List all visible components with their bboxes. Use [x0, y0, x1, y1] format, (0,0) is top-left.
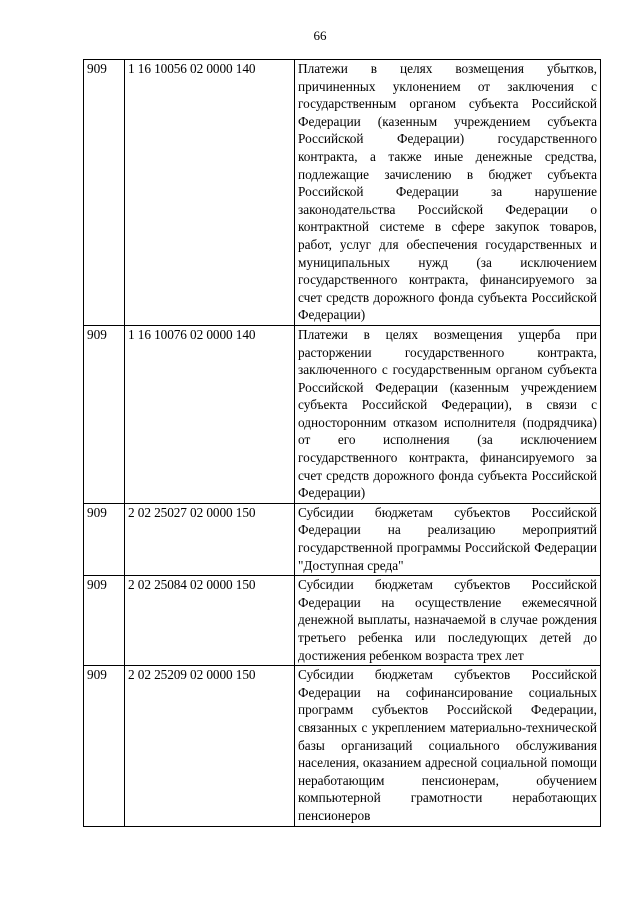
description-cell: Платежи в целях возмещения ущерба при расторжении государственного контракта, заключенного с государственным органом субъекта Российской Федерации (казенным учреждением субъекта Российской Федерации), в связи с односторонним отказом исполнителя (подрядчика) от его исполнения (за исключением государственного контракта, финансируемого за счет средств дорожного фонда субъекта Российской Федерации): [295, 325, 601, 503]
table-row: [84, 576, 601, 666]
admin-code-cell: 909: [84, 576, 125, 666]
table-row: [84, 666, 601, 826]
admin-code-cell: 909: [84, 60, 125, 326]
description-cell: Платежи в целях возмещения убытков, причиненных уклонением от заключения с государственным органом субъекта Российской Федерации (казенным учреждением субъекта Российской Федерации) государственного контракта, а также иные денежные средства, подлежащие зачислению в бюджет субъекта Российской Федерации за нарушение законодательства Российской Федерации о контрактной системе в сфере закупок товаров, работ, услуг для обеспечения государственных и муниципальных нужд (за исключением государственного контракта, финансируемого за счет средств дорожного фонда субъекта Российской Федерации): [295, 60, 601, 326]
budget-code-cell: 2 02 25027 02 0000 150: [125, 503, 295, 575]
table-row: [84, 503, 601, 575]
description-cell: Субсидии бюджетам субъектов Российской Федерации на софинансирование социальных программ субъектов Российской Федерации, связанных с укреплением материально-технической базы организаций социального обслуживания населения, оказанием адресной социальной помощи неработающим пенсионерам, обучением компьютерной грамотности неработающих пенсионеров: [295, 666, 601, 826]
page-number: 66: [313, 28, 327, 43]
table-row: [84, 60, 601, 326]
admin-code-cell: 909: [84, 325, 125, 503]
budget-code-cell: 2 02 25209 02 0000 150: [125, 666, 295, 826]
budget-code-cell: 2 02 25084 02 0000 150: [125, 576, 295, 666]
budget-code-cell: 1 16 10056 02 0000 140: [125, 60, 295, 326]
description-cell: Субсидии бюджетам субъектов Российской Федерации на осуществление ежемесячной денежной выплаты, назначаемой в случае рождения третьего ребенка или последующих детей до достижения ребенком возраста трех лет: [295, 576, 601, 666]
budget-code-table: [83, 59, 601, 827]
table-row: [84, 325, 601, 503]
admin-code-cell: 909: [84, 666, 125, 826]
description-cell: Субсидии бюджетам субъектов Российской Федерации на реализацию мероприятий государственной программы Российской Федерации "Доступная среда": [295, 503, 601, 575]
admin-code-cell: 909: [84, 503, 125, 575]
budget-code-cell: 1 16 10076 02 0000 140: [125, 325, 295, 503]
